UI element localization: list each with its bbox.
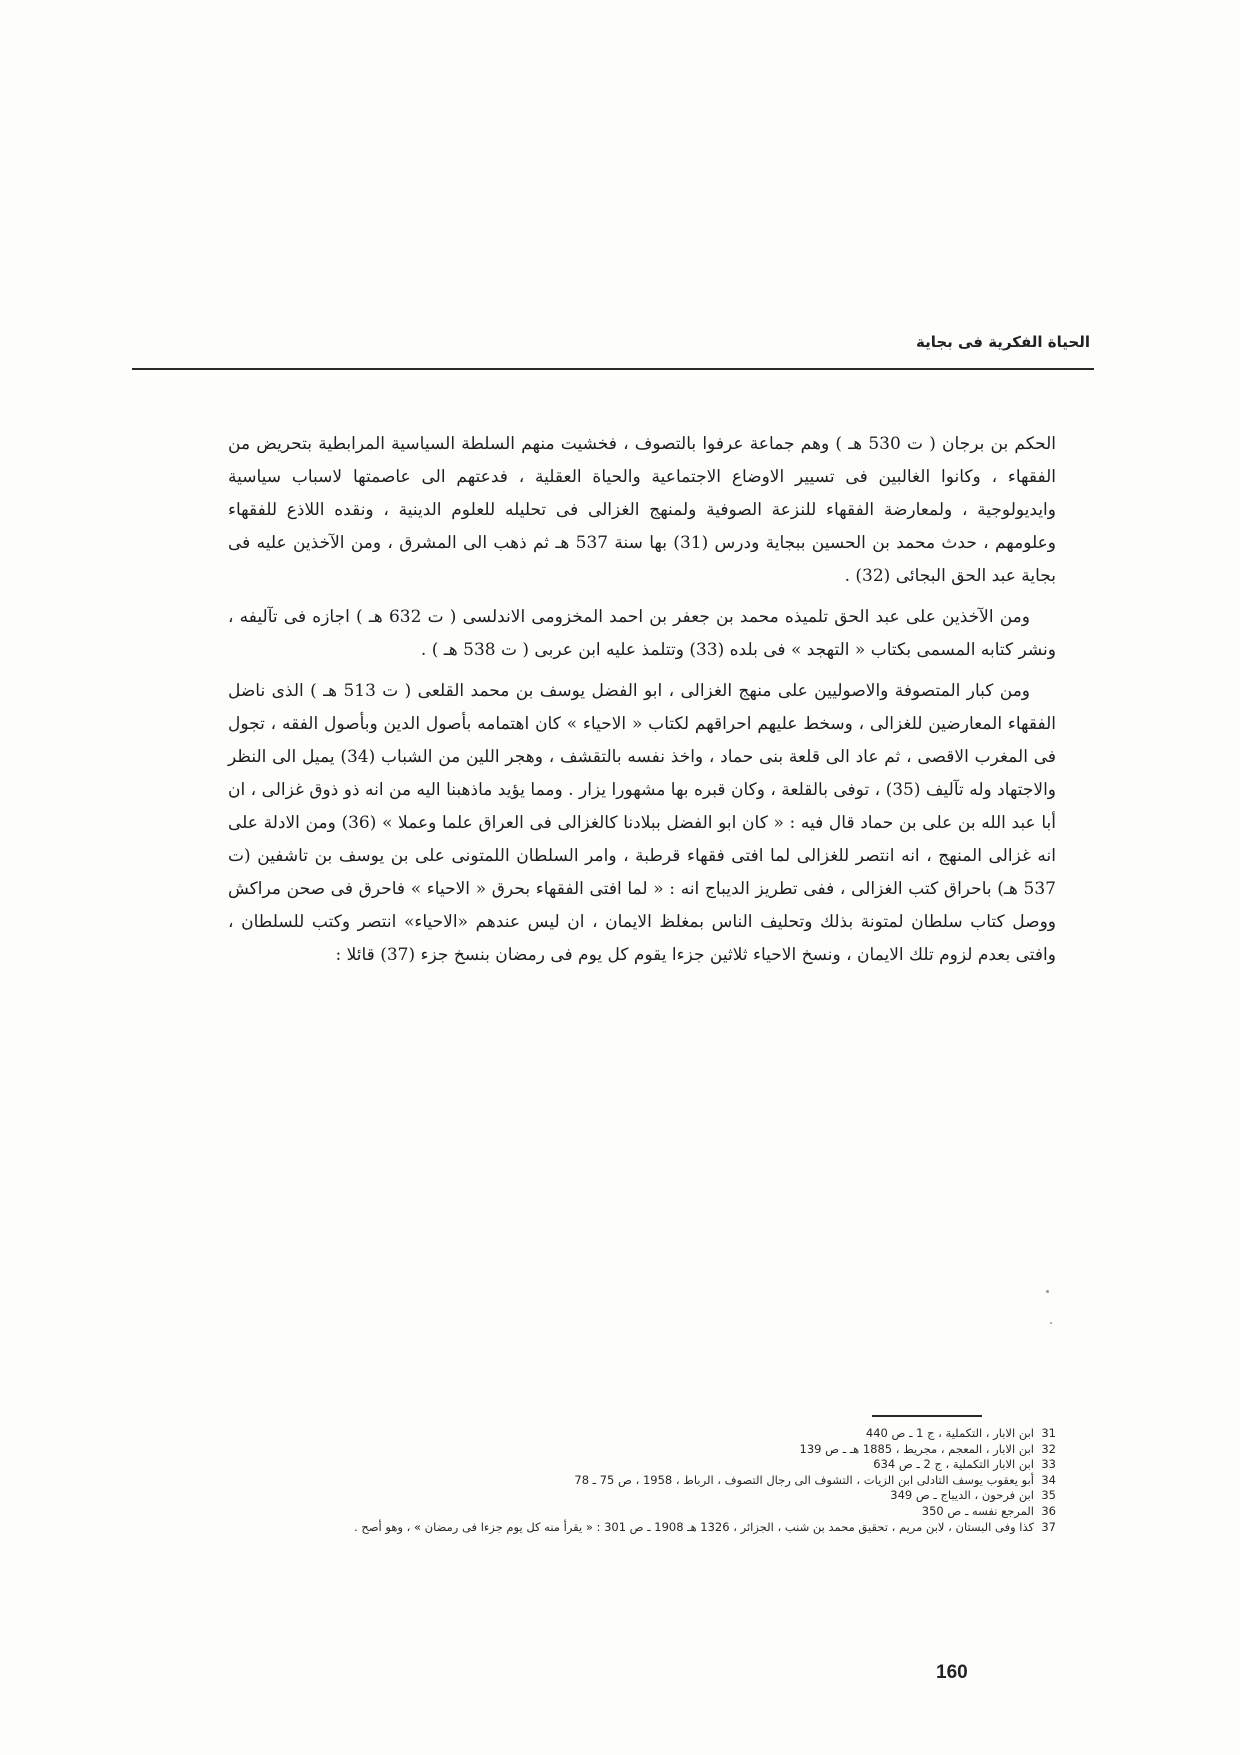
scan-speck bbox=[1046, 1290, 1049, 1293]
footnote-number: 37 bbox=[1041, 1519, 1056, 1534]
header-rule bbox=[132, 368, 1094, 370]
footnote bbox=[228, 1426, 1056, 1442]
footnote bbox=[228, 1457, 1056, 1473]
page-number: 160 bbox=[936, 1662, 968, 1683]
paragraph: الحكم بن برجان ( ت 530 هـ ) وهم جماعة عرفوا بالتصوف ، فخشيت منهم السلطة السياسية المرابطية بتحريض من الفقهاء ، وكانوا الغالبين فى تسيير الاوضاع الاجتماعية والحياة العقلية ، فدعتهم الى عاصمتها لاسباب سياسية وايديولوجية ، ولمعارضة الفقهاء للنزعة الصوفية ولمنهج الغزالى فى تحليله للعلوم الدينية ، ونقده اللاذع للفقهاء وعلومهم ، حدث محمد بن الحسين ببجاية ودرس (31) بها سنة 537 هـ ثم ذهب الى المشرق ، ومن الآخذين عليه فى بجاية عبد الحق البجائى (32) . bbox=[228, 434, 1056, 586]
footnote-text: كذا وفى البستان ، لابن مريم ، تحقيق محمد بن شنب ، الجزائر ، 1326 هـ 1908 ـ ص 301 : « يقرأ منه كل يوم جزءا فى رمضان » ، وهو أصح . bbox=[354, 1519, 1034, 1534]
footnote bbox=[228, 1473, 1056, 1489]
footnote-text: ابن الابار التكملية ، ج 2 ـ ص 634 bbox=[873, 1457, 1034, 1472]
running-head: الحياة الفكرية فى بجاية bbox=[915, 333, 1090, 351]
footnote-text: ابن فرحون ، الديباج ـ ص 349 bbox=[890, 1488, 1034, 1503]
footnote bbox=[228, 1504, 1056, 1520]
footnote bbox=[228, 1442, 1056, 1458]
footnote-text: ابن الابار ، المعجم ، مجريط ، 1885 هـ ـ ص 139 bbox=[799, 1441, 1034, 1456]
footnote-number: 31 bbox=[1041, 1426, 1056, 1440]
paragraph: ومن كبار المتصوفة والاصوليين على منهج الغزالى ، ابو الفضل يوسف بن محمد القلعى ( ت 513 هـ ) الذى ناضل الفقهاء المعارضين للغزالى ، وسخط عليهم احراقهم لكتاب « الاحياء » كان اهتمامه بأصول الدين وبأصول الفقه ، تجول فى المغرب الاقصى ، ثم عاد الى قلعة بنى حماد ، واخذ نفسه بالتقشف ، وهجر اللين من الشباب (34) يميل الى النظر والاجتهاد وله تآليف (35) ، توفى بالقلعة ، وكان قبره بها مشهورا يزار . ومما يؤيد ماذهبنا اليه من انه ذو ذوق غزالى ، ان أبا عبد الله بن على بن حماد قال فيه : « كان ابو الفضل ببلادنا كالغزالى فى العراق علما وعملا » (36) ومن الادلة على انه غزالى المنهج ، انه انتصر للغزالى لما افتى فقهاء قرطبة ، وامر السلطان اللمتونى على بن يوسف بن تاشفين (ت 537 هـ) باحراق كتب الغزالى ، ففى تطريز الديباج انه : « لما افتى الفقهاء بحرق « الاحياء » فاحرق فى صحن مراكش ووصل كتاب سلطان لمتونة بذلك وتحليف الناس بمغلظ الايمان ، ان ليس عندهم «الاحياء» انتصر وكتب للسلطان ، وافتى بعدم لزوم تلك الايمان ، ونسخ الاحياء ثلاثين جزءا يقوم كل يوم فى رمضان بنسخ جزء (37) قائلا : bbox=[228, 681, 1056, 965]
footnote-rule bbox=[872, 1415, 982, 1417]
footnote-text: ابن الابار ، التكملية ، ج 1 ـ ص 440 bbox=[865, 1426, 1034, 1440]
paragraph: ومن الآخذين على عبد الحق تلميذه محمد بن جعفر بن احمد المخزومى الاندلسى ( ت 632 هـ ) اجازه فى تآليفه ، ونشر كتابه المسمى بكتاب « التهجد » فى بلده (33) وتتلمذ عليه ابن عربى ( ت 538 هـ ) . bbox=[228, 607, 1056, 660]
footnote-number: 32 bbox=[1041, 1441, 1056, 1456]
footnote-number: 36 bbox=[1041, 1503, 1056, 1518]
footnote-number: 35 bbox=[1041, 1488, 1056, 1503]
footnote bbox=[228, 1520, 1056, 1536]
footnote-number: 33 bbox=[1041, 1457, 1056, 1472]
footnote-number: 34 bbox=[1041, 1472, 1056, 1487]
footnote-text: المرجع نفسه ـ ص 350 bbox=[921, 1503, 1034, 1518]
footnote bbox=[228, 1488, 1056, 1504]
footnote-text: أبو يعقوب يوسف التادلى ابن الزيات ، التشوف الى رجال التصوف ، الرباط ، 1958 ، ص 75 ـ 78 bbox=[574, 1472, 1034, 1487]
footnotes bbox=[228, 1426, 1056, 1535]
body-text bbox=[228, 428, 1056, 980]
scan-speck bbox=[1050, 1322, 1052, 1324]
